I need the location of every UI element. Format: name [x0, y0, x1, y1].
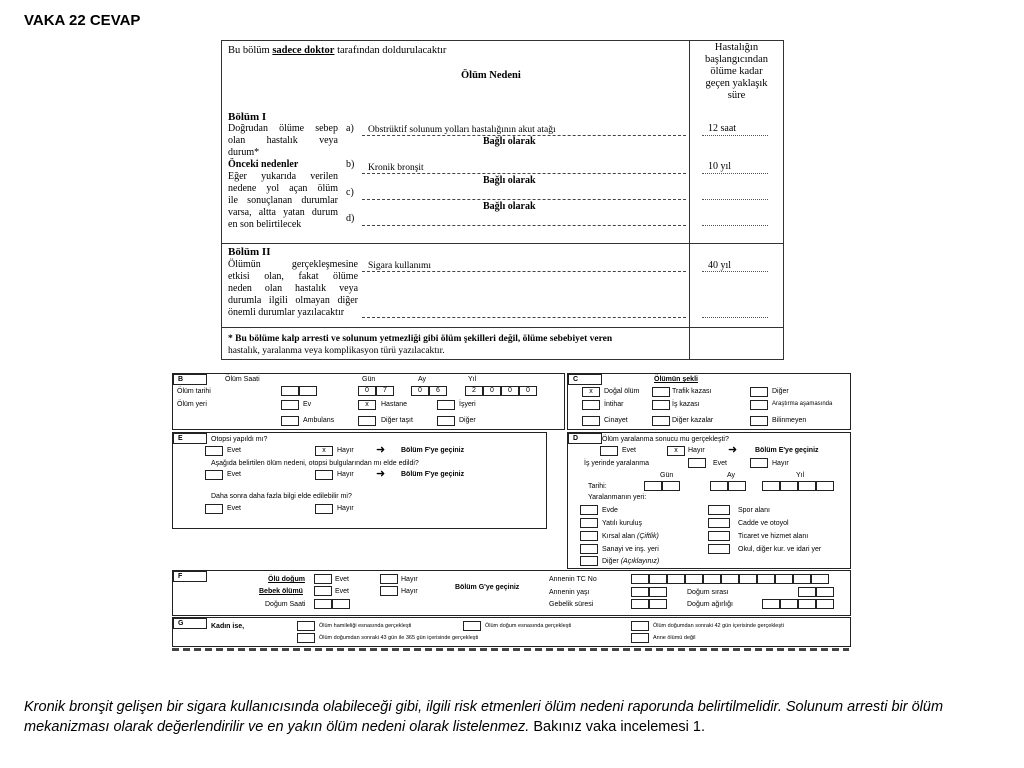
otopsi-evet-checkbox[interactable] [205, 446, 223, 456]
row-c-letter: c) [346, 187, 354, 198]
row-b-letter: b) [346, 159, 355, 170]
tc-box-4[interactable] [685, 574, 703, 584]
sanayi-label: Sanayi ve inş. yeri [602, 546, 659, 553]
evde-checkbox[interactable] [580, 505, 598, 515]
b2-duration-line [702, 271, 768, 272]
row-c-line [362, 199, 686, 200]
isyeri-yaralanma-evet-checkbox[interactable] [688, 458, 706, 468]
yaralanma-evet-label: Evet [622, 447, 637, 454]
ticaret-checkbox[interactable] [708, 531, 730, 541]
ambulans-label: Ambulans [303, 417, 335, 424]
onceki-nedenler-heading: Önceki nedenler [228, 159, 299, 170]
dogum-sirasi-label: Doğum sırası [687, 589, 729, 596]
bebek-evet-checkbox[interactable] [314, 586, 332, 596]
dogum-saati-label: Doğum Saati [265, 601, 306, 608]
row-a-duration: 12 saat [708, 123, 737, 134]
gebelik-box-2[interactable] [649, 599, 667, 609]
tc-box-2[interactable] [649, 574, 667, 584]
agirlik-box-2[interactable] [780, 599, 798, 609]
bebek-hayir-label: Hayır [401, 588, 418, 595]
ev-checkbox[interactable] [281, 400, 299, 410]
sira-box-2[interactable] [816, 587, 834, 597]
arastirma-label: Araştırma aşamasında [772, 401, 833, 407]
duration-header: Hastalığın başlangıcından ölüme kadar geçen yaklaşık süre [705, 42, 768, 101]
tc-box-3[interactable] [667, 574, 685, 584]
d-yil-box-2[interactable] [780, 481, 798, 491]
goto-f-1: Bölüm F'ye geçiniz [401, 447, 465, 454]
bulgu-evet-label: Evet [227, 471, 242, 478]
bebek-hayir-checkbox[interactable] [380, 586, 398, 596]
annenin-tc-label: Annenin TC No [549, 576, 597, 583]
sanayi-checkbox[interactable] [580, 544, 598, 554]
okul-label: Okul, diğer kur. ve idari yer [738, 546, 822, 553]
olu-dogum-evet-checkbox[interactable] [314, 574, 332, 584]
goto-g: Bölüm G'ye geçiniz [455, 584, 520, 591]
daha-fazla-evet-label: Evet [227, 505, 242, 512]
d-yil-label: Yıl [796, 472, 805, 479]
kirsal-label: Kırsal alan (Çiftlik) [602, 533, 659, 540]
row-b-line [362, 173, 686, 174]
row-a-cause: Obstrüktif solunum yolları hastalığının akut atağı [368, 125, 556, 135]
ay-digit-1[interactable]: 0 [411, 386, 429, 396]
kirsal-checkbox[interactable] [580, 531, 598, 541]
yil-digit-3[interactable]: 0 [501, 386, 519, 396]
section-e [172, 432, 547, 529]
isyeri-label: İşyeri [459, 401, 476, 408]
otopsi-hayir-checkbox[interactable]: x [315, 446, 333, 456]
yaralanma-hayir-checkbox[interactable]: x [667, 446, 685, 456]
bilinmeyen-label: Bilinmeyen [772, 417, 807, 424]
diger-tasit-label: Diğer taşıt [381, 417, 413, 424]
diger-tasit-checkbox[interactable] [358, 416, 376, 426]
cause-of-death-section [221, 40, 784, 360]
d-yil-box-1[interactable] [762, 481, 780, 491]
bolum-1-heading: Bölüm I [228, 111, 267, 123]
hamilelik-checkbox[interactable] [297, 621, 315, 631]
cinayet-label: Cinayet [604, 417, 628, 424]
is-kazasi-label: İş kazası [672, 401, 700, 408]
row-c-duration-line [702, 199, 768, 200]
row-a-duration-line [702, 135, 768, 136]
olum-yeri-label: Ölüm yeri [177, 401, 207, 408]
daha-fazla-question: Daha sonra daha fazla bilgi elde edilebilir mi? [211, 493, 352, 500]
goto-f-2: Bölüm F'ye geçiniz [401, 471, 465, 478]
bebek-olumu-label: Bebek ölümü [259, 588, 303, 595]
diger-yer-checkbox[interactable] [580, 556, 598, 566]
olum-saati-label: Ölüm Saati [225, 376, 260, 383]
anne-olumu-degil-checkbox[interactable] [631, 633, 649, 643]
b2-duration: 40 yıl [708, 260, 732, 271]
yil-label: Yıl [468, 376, 477, 383]
olu-dogum-label: Ölü doğum [268, 576, 305, 583]
evde-label: Evde [602, 507, 618, 514]
trafik-kazasi-label: Trafik kazası [672, 388, 712, 395]
row-d-letter: d) [346, 213, 355, 224]
section-g [172, 617, 851, 647]
daha-fazla-evet-checkbox[interactable] [205, 504, 223, 514]
doctor-only-header: Bu bölüm sadece doktor tarafından doldurulacaktır [228, 45, 447, 56]
arastirma-checkbox[interactable] [750, 400, 768, 410]
olu-dogum-hayir-checkbox[interactable] [380, 574, 398, 584]
section-c-code: C [568, 374, 602, 385]
isyeri-checkbox[interactable] [437, 400, 455, 410]
row-d-line [362, 225, 686, 226]
section-divider [222, 243, 783, 244]
ev-label: Ev [303, 401, 312, 408]
footnote-2: hastalık, yaralanma veya komplikasyon türü yazılacaktır. [228, 346, 445, 356]
cinayet-checkbox[interactable] [582, 416, 600, 426]
section-f-code: F [173, 571, 207, 582]
bagli-olarak-2: Bağlı olarak [483, 175, 536, 186]
bagli-olarak-3: Bağlı olarak [483, 201, 536, 212]
dogum-saati-box-1[interactable] [314, 599, 332, 609]
b2-extra-line [362, 317, 686, 318]
row-b-duration: 10 yıl [708, 161, 732, 172]
label-varsa: varsa, altta yatan durum [228, 207, 339, 218]
b2-line-5: önemli durumlar yazılacaktır [228, 307, 345, 318]
yaralanma-yeri-label: Yaralanmanın yeri: [588, 494, 647, 501]
label-durum: durum* [228, 147, 260, 158]
row-a-letter: a) [346, 123, 354, 134]
diger-kazalar-label: Diğer kazalar [672, 417, 714, 424]
arrow-right-icon: ➜ [376, 468, 386, 480]
gun-label: Gün [362, 376, 376, 383]
trafik-kazasi-checkbox[interactable] [652, 387, 670, 397]
agirlik-box-3[interactable] [798, 599, 816, 609]
ambulans-checkbox[interactable] [281, 416, 299, 426]
b2-line-4: durumla ilgili olmayan diğer [228, 295, 358, 306]
tc-box-10[interactable] [793, 574, 811, 584]
ay-digit-2[interactable]: 6 [429, 386, 447, 396]
hamilelik-label: Ölüm hamileliği esnasında gerçekleşti [319, 623, 412, 629]
section-d-code: D [568, 433, 602, 444]
label-en-son: en son belirtilecek [228, 219, 302, 230]
yas-box-2[interactable] [649, 587, 667, 597]
otopsi-evet-label: Evet [227, 447, 242, 454]
diger-yer-label: Diğer (Açıklayınız) [602, 558, 660, 565]
cut-off-text-strip [172, 648, 849, 651]
section-c [567, 373, 851, 430]
otopsi-bulgu-question: Aşağıda belirtilen ölüm nedeni, otopsi bulgularından mı elde edildi? [211, 460, 419, 467]
diger-checkbox[interactable] [437, 416, 455, 426]
label-nedene: nedene yol açan ölüm [228, 183, 338, 194]
isyeri-yaralanma-evet-label: Evet [713, 460, 728, 467]
arrow-right-icon: ➜ [376, 444, 386, 456]
b2-extra-duration-line [702, 317, 768, 318]
tc-box-7[interactable] [739, 574, 757, 584]
section-d [567, 432, 851, 569]
section-b-code: B [173, 374, 207, 385]
spor-label: Spor alanı [738, 507, 770, 514]
bebek-evet-label: Evet [335, 588, 350, 595]
d-gun-box-1[interactable] [644, 481, 662, 491]
yas-box-1[interactable] [631, 587, 649, 597]
tc-box-5[interactable] [703, 574, 721, 584]
isyeri-yaralanma-label: İş yerinde yaralanma [584, 460, 649, 467]
section-g-code: G [173, 618, 207, 629]
kadin-ise-label: Kadın ise, [211, 623, 245, 630]
daha-fazla-hayir-checkbox[interactable] [315, 504, 333, 514]
label-ile: ile sonuçlanan durumlar [228, 195, 338, 206]
agirlik-box-1[interactable] [762, 599, 780, 609]
annenin-yasi-label: Annenin yaşı [549, 589, 590, 596]
kirkuc-365-checkbox[interactable] [297, 633, 315, 643]
b2-line-2: etkisi olan, fakat ölüme [228, 271, 359, 282]
olum-nedeni-heading: Ölüm Nedeni [461, 70, 521, 81]
diger-kazalar-checkbox[interactable] [652, 416, 670, 426]
bolum-2-heading: Bölüm II [228, 246, 271, 258]
b2-line-3: neden olan hastalık veya [228, 283, 359, 294]
anne-olumu-degil-label: Anne ölümü değil [653, 635, 696, 641]
d-gun-label: Gün [660, 472, 674, 479]
page-title: VAKA 22 CEVAP [24, 12, 141, 29]
gun-digit-2[interactable]: 7 [376, 386, 394, 396]
daha-fazla-hayir-label: Hayır [337, 505, 354, 512]
goto-e: Bölüm E'ye geçiniz [755, 447, 819, 454]
diger-olum-checkbox[interactable] [750, 387, 768, 397]
section-e-code: E [173, 433, 207, 444]
bilinmeyen-checkbox[interactable] [750, 416, 768, 426]
spor-checkbox[interactable] [708, 505, 730, 515]
otopsi-hayir-label: Hayır [337, 447, 354, 454]
label-olan: olan hastalık veya [228, 135, 338, 146]
row-b-duration-line [702, 173, 768, 174]
dogal-olum-label: Doğal ölüm [604, 388, 640, 395]
okul-checkbox[interactable] [708, 544, 730, 554]
is-kazasi-checkbox[interactable] [652, 400, 670, 410]
d-gun-box-2[interactable] [662, 481, 680, 491]
yil-digit-1[interactable]: 2 [465, 386, 483, 396]
d-yil-box-4[interactable] [816, 481, 834, 491]
tc-box-1[interactable] [631, 574, 649, 584]
olum-tarihi-label: Ölüm tarihi [177, 388, 211, 395]
section-divider [222, 327, 783, 328]
bagli-olarak-1: Bağlı olarak [483, 136, 536, 147]
yaralanma-evet-checkbox[interactable] [600, 446, 618, 456]
section-b [172, 373, 565, 430]
footnote-1: * Bu bölüme kalp arresti ve solunum yetmezliği gibi ölüm şekilleri değil, ölüme sebebiyet veren [228, 334, 613, 344]
isyeri-yaralanma-hayir-checkbox[interactable] [750, 458, 768, 468]
olumun-sekli-title: Ölümün şekli [654, 376, 698, 383]
kirkuc-365-label: Ölüm doğumdan sonraki 43 gün ile 365 gün içerisinde gerçekleşti [319, 635, 479, 641]
saat-box-2[interactable] [299, 386, 317, 396]
tc-box-11[interactable] [811, 574, 829, 584]
bulgu-evet-checkbox[interactable] [205, 470, 223, 480]
b2-cause-line [362, 271, 686, 272]
otopsi-question: Otopsi yapıldı mı? [211, 436, 268, 443]
ay-label: Ay [418, 376, 427, 383]
olu-dogum-evet-label: Evet [335, 576, 350, 583]
dogum-agirligi-label: Doğum ağırlığı [687, 601, 733, 608]
b2-line-1: Ölümün gerçekleşmesine [228, 259, 358, 270]
gebelik-suresi-label: Gebelik süresi [549, 601, 594, 608]
yatili-checkbox[interactable] [580, 518, 598, 528]
diger-olum-label: Diğer [772, 388, 789, 395]
case-caption: Kronik bronşit gelişen bir sigara kullanıcısında olabileceği gibi, ilgili risk etmenleri ölüm nedeni raporunda belirtilmelidir. Solunum arresti bir ölüm mekanizması olarak değerlendirilir ve en yakın ölüm nedeni olarak listelenmez. Bakınız vaka incelemesi 1. [24, 699, 944, 735]
kirkiki-gun-checkbox[interactable] [631, 621, 649, 631]
d-ay-label: Ay [727, 472, 736, 479]
row-d-duration-line [702, 225, 768, 226]
bulgu-hayir-checkbox[interactable] [315, 470, 333, 480]
cadde-label: Cadde ve otoyol [738, 520, 789, 527]
dogum-saati-box-2[interactable] [332, 599, 350, 609]
tc-box-6[interactable] [721, 574, 739, 584]
tc-box-9[interactable] [775, 574, 793, 584]
cadde-checkbox[interactable] [708, 518, 730, 528]
intihar-checkbox[interactable] [582, 400, 600, 410]
dogal-olum-checkbox[interactable]: x [582, 387, 600, 397]
label-dogrudan: Doğrudan ölüme sebep [228, 123, 338, 134]
bulgu-hayir-label: Hayır [337, 471, 354, 478]
olu-dogum-hayir-label: Hayır [401, 576, 418, 583]
hastane-label: Hastane [381, 401, 408, 408]
intihar-label: İntihar [604, 401, 624, 408]
yil-digit-4[interactable]: 0 [519, 386, 537, 396]
kirkiki-gun-label: Ölüm doğumdan sonraki 42 gün içerisinde gerçekleşti [653, 623, 784, 629]
hastane-checkbox[interactable]: x [358, 400, 376, 410]
tc-box-8[interactable] [757, 574, 775, 584]
diger-label: Diğer [459, 417, 476, 424]
isyeri-yaralanma-hayir-label: Hayır [772, 460, 789, 467]
section-f [172, 570, 851, 616]
d-ay-box-2[interactable] [728, 481, 746, 491]
gebelik-box-1[interactable] [631, 599, 649, 609]
yaralanma-question: Ölüm yaralanma sonucu mu gerçekleşti? [602, 436, 729, 443]
d-yil-box-3[interactable] [798, 481, 816, 491]
dogum-esnasi-label: Ölüm doğum esnasında gerçekleşti [485, 623, 572, 629]
yaralanma-hayir-label: Hayır [688, 447, 705, 454]
label-eger: Eğer yukarıda verilen [228, 171, 338, 182]
d-ay-box-1[interactable] [710, 481, 728, 491]
agirlik-box-4[interactable] [816, 599, 834, 609]
saat-box-1[interactable] [281, 386, 299, 396]
ticaret-label: Ticaret ve hizmet alanı [738, 533, 809, 540]
dogum-esnasi-checkbox[interactable] [463, 621, 481, 631]
b2-cause: Sigara kullanımı [368, 261, 432, 271]
row-b-cause: Kronik bronşit [368, 163, 424, 173]
yatili-label: Yatılı kuruluş [602, 520, 642, 527]
gun-digit-1[interactable]: 0 [358, 386, 376, 396]
tarihi-label: Tarihi: [588, 483, 607, 490]
yil-digit-2[interactable]: 0 [483, 386, 501, 396]
arrow-right-icon: ➜ [728, 444, 738, 456]
sira-box-1[interactable] [798, 587, 816, 597]
